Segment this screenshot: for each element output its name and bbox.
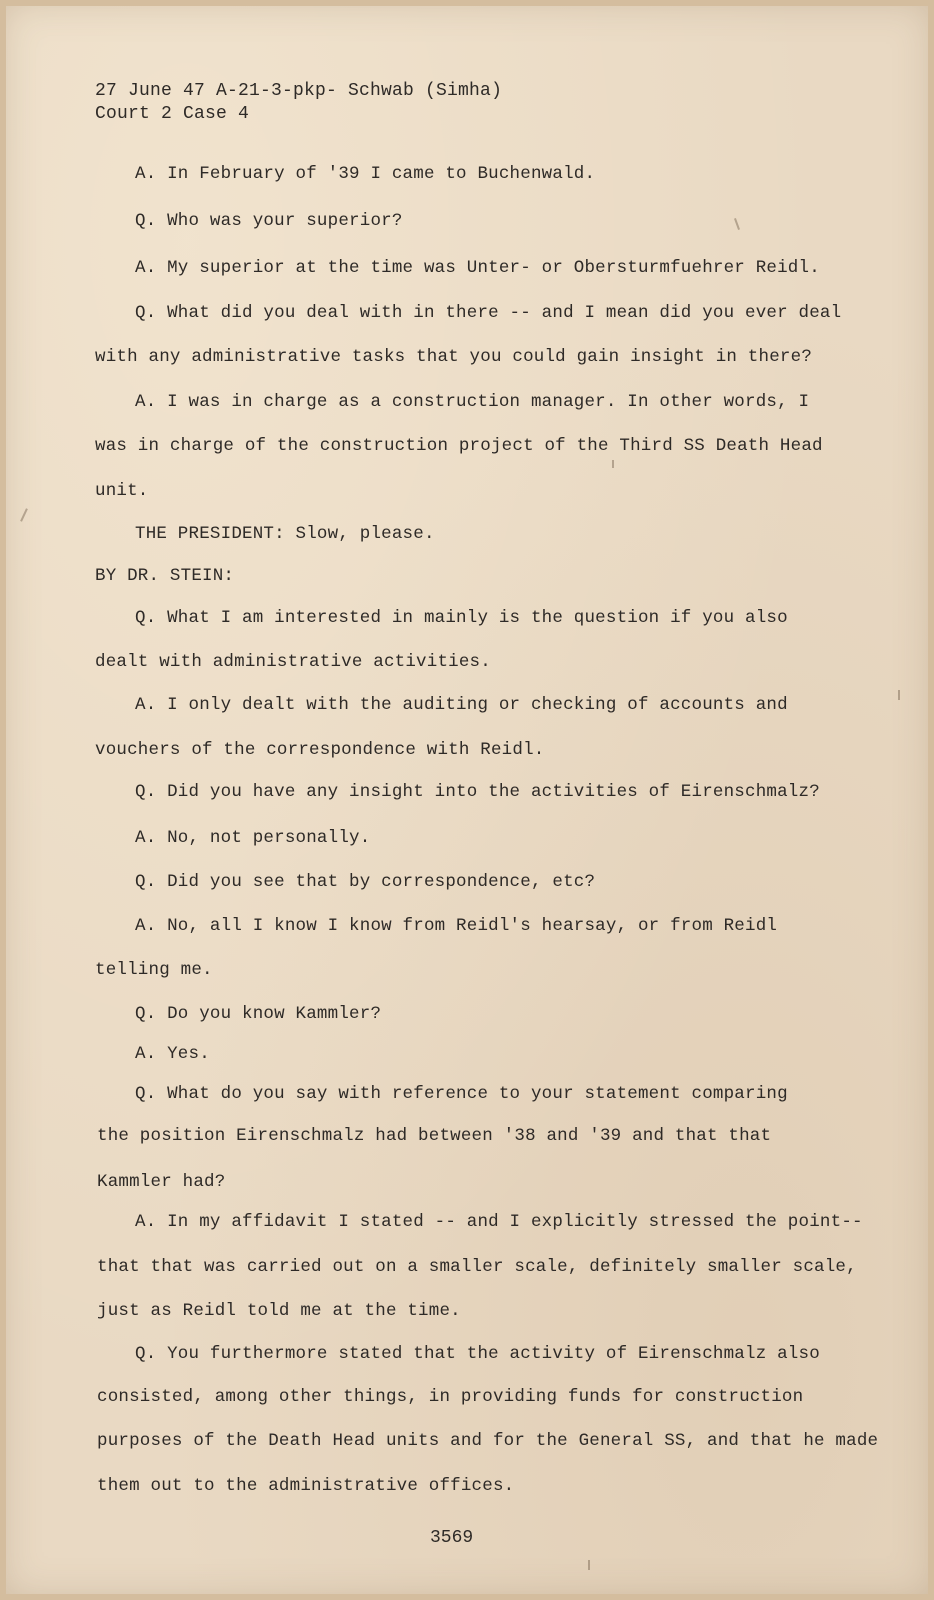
transcript-line: them out to the administrative offices. bbox=[97, 1476, 515, 1496]
transcript-line: Q. Who was your superior? bbox=[135, 211, 403, 231]
transcript-line: BY DR. STEIN: bbox=[95, 566, 235, 586]
transcript-line: A. I only dealt with the auditing or checking of accounts and bbox=[135, 695, 788, 715]
transcript-line: Kammler had? bbox=[97, 1172, 226, 1192]
transcript-line: just as Reidl told me at the time. bbox=[97, 1301, 461, 1321]
transcript-line: Q. What I am interested in mainly is the question if you also bbox=[135, 608, 788, 628]
transcript-line: Q. What do you say with reference to your statement comparing bbox=[135, 1084, 788, 1104]
paper-speck bbox=[588, 1560, 590, 1570]
transcript-line: the position Eirenschmalz had between '38 and '39 and that that bbox=[97, 1126, 772, 1146]
transcript-line: vouchers of the correspondence with Reidl. bbox=[95, 740, 545, 760]
transcript-line: A. In February of '39 I came to Buchenwald. bbox=[135, 164, 596, 184]
transcript-line: that that was carried out on a smaller scale, definitely smaller scale, bbox=[97, 1257, 857, 1277]
page-number: 3569 bbox=[430, 1528, 474, 1548]
transcript-line: Q. Do you know Kammler? bbox=[135, 1004, 382, 1024]
transcript-line: telling me. bbox=[95, 960, 213, 980]
transcript-line: A. Yes. bbox=[135, 1044, 210, 1064]
transcript-line: purposes of the Death Head units and for the General SS, and that he made bbox=[97, 1431, 879, 1451]
transcript-line: Q. You furthermore stated that the activity of Eirenschmalz also bbox=[135, 1344, 820, 1364]
transcript-line: THE PRESIDENT: Slow, please. bbox=[135, 524, 435, 544]
paper-speck bbox=[734, 218, 740, 230]
transcript-line: consisted, among other things, in providing funds for construction bbox=[97, 1387, 804, 1407]
transcript-line: A. No, all I know I know from Reidl's hearsay, or from Reidl bbox=[135, 916, 778, 936]
header-line-2: Court 2 Case 4 bbox=[95, 104, 250, 124]
transcript-line: unit. bbox=[95, 481, 149, 501]
transcript-line: A. I was in charge as a construction manager. In other words, I bbox=[135, 392, 810, 412]
transcript-line: dealt with administrative activities. bbox=[95, 652, 491, 672]
transcript-line: A. My superior at the time was Unter- or Obersturmfuehrer Reidl. bbox=[135, 258, 820, 278]
paper-speck bbox=[898, 690, 900, 700]
transcript-line: was in charge of the construction project of the Third SS Death Head bbox=[95, 436, 823, 456]
paper-speck bbox=[20, 508, 28, 522]
transcript-line: Q. Did you have any insight into the activities of Eirenschmalz? bbox=[135, 782, 820, 802]
transcript-line: A. No, not personally. bbox=[135, 828, 371, 848]
transcript-line: Q. What did you deal with in there -- and I mean did you ever deal bbox=[135, 303, 842, 323]
paper-speck bbox=[612, 460, 614, 468]
transcript-line: Q. Did you see that by correspondence, etc? bbox=[135, 872, 596, 892]
transcript-line: A. In my affidavit I stated -- and I explicitly stressed the point-- bbox=[135, 1212, 863, 1232]
header-line-1: 27 June 47 A-21-3-pkp- Schwab (Simha) bbox=[95, 81, 503, 101]
transcript-line: with any administrative tasks that you could gain insight in there? bbox=[95, 347, 813, 367]
